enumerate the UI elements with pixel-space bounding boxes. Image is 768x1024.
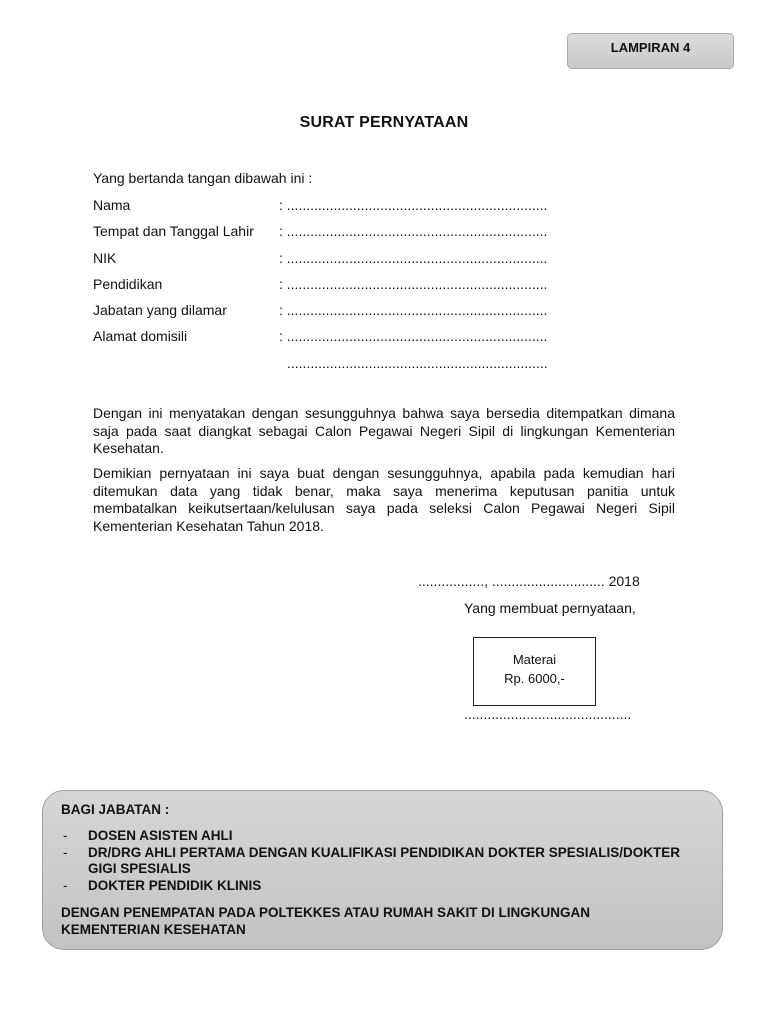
- dash-bullet: -: [63, 828, 68, 843]
- list-item: [63, 828, 683, 845]
- maker-label: Yang membuat pernyataan,: [464, 600, 636, 616]
- field-label: Tempat dan Tanggal Lahir: [93, 223, 254, 240]
- address-continuation-blank: ...................................................................: [287, 354, 548, 371]
- field-blank: : ...................................................................: [279, 275, 548, 292]
- dash-bullet: -: [63, 844, 68, 860]
- stamp-line-1: Materai: [512, 651, 557, 667]
- statement-paragraph-2: Demikian pernyataan ini saya buat dengan sesungguhnya, apabila pada kemudian hari ditemukan data yang tidak benar, maka saya menerima keputusan panitia untuk membatalkan keikutsertaan/kelulusan saya pada seleksi Calon Pegawai Negeri Sipil Kementerian Kesehatan Tahun 2018.: [93, 465, 675, 534]
- field-label: Jabatan yang dilamar: [93, 302, 227, 319]
- field-blank: : ...................................................................: [279, 302, 548, 319]
- list-item-text: DR/DRG AHLI PERTAMA DENGAN KUALIFIKASI PENDIDIKAN DOKTER SPESIALIS/DOKTER GIGI SPESIALIS: [88, 844, 681, 876]
- field-blank: : ...................................................................: [279, 223, 548, 240]
- note-heading: BAGI JABATAN :: [61, 802, 170, 817]
- document-title: SURAT PERNYATAAN: [299, 114, 469, 131]
- position-list: [63, 828, 683, 894]
- position-note-box: [42, 790, 723, 950]
- list-item: [63, 845, 683, 878]
- field-label: Nama: [93, 197, 131, 213]
- stamp-line-2: Rp. 6000,-: [504, 670, 565, 686]
- dash-bullet: -: [63, 877, 68, 893]
- lampiran-label: LAMPIRAN 4: [610, 39, 691, 55]
- field-label: Alamat domisili: [93, 328, 188, 345]
- field-blank: : ...................................................................: [279, 197, 548, 213]
- place-date-line: ................., ............................. 2018: [418, 573, 640, 589]
- field-label: Pendidikan: [93, 275, 163, 292]
- materai-stamp-box: [473, 637, 596, 706]
- list-item-text: DOSEN ASISTEN AHLI: [88, 828, 233, 843]
- list-item: [63, 878, 683, 895]
- statement-paragraph-1: Dengan ini menyatakan dengan sesungguhnya bahwa saya bersedia ditempatkan dimana saja pada saat diangkat sebagai Calon Pegawai Negeri Sipil di lingkungan Kementerian Kesehatan.: [93, 405, 675, 456]
- signature-line: ...........................................: [464, 706, 632, 722]
- note-footer: DENGAN PENEMPATAN PADA POLTEKKES ATAU RUMAH SAKIT DI LINGKUNGAN KEMENTERIAN KESEHATAN: [61, 905, 590, 937]
- field-blank: : ...................................................................: [279, 328, 548, 345]
- list-item-text: DOKTER PENDIDIK KLINIS: [88, 877, 262, 893]
- field-blank: : ...................................................................: [279, 249, 548, 266]
- lampiran-badge: [567, 33, 734, 69]
- intro-text: Yang bertanda tangan dibawah ini :: [93, 170, 313, 186]
- field-label: NIK: [93, 249, 117, 266]
